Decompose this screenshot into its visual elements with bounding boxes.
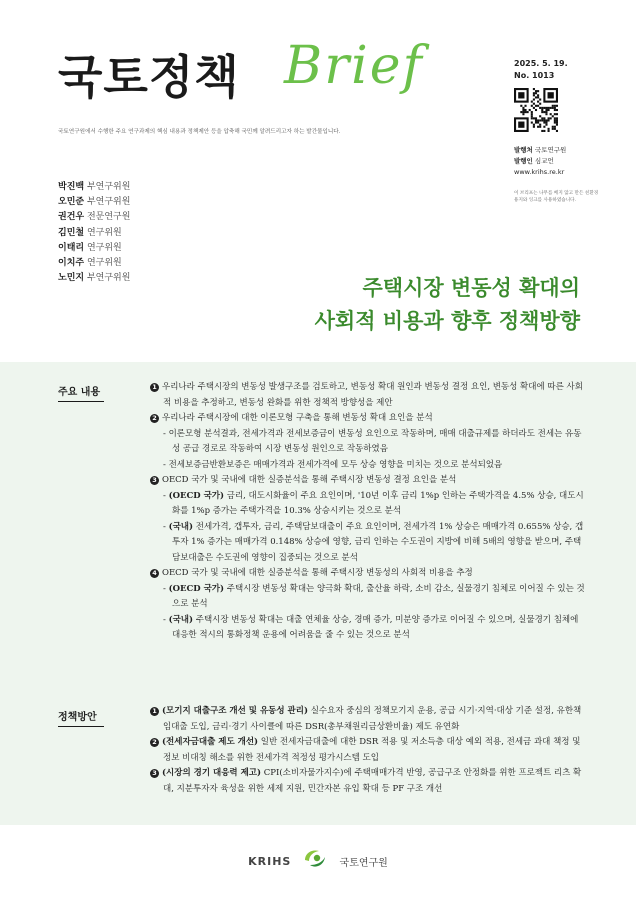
- summary-item: [150, 411, 588, 427]
- issuer-line: [514, 145, 566, 156]
- summary-label: 주요 내용: [58, 383, 104, 402]
- title-line-2: 사회적 비용과 향후 정책방향: [314, 309, 580, 333]
- summary-sub-item: - 전세보증금반환보증은 매매가격과 전세가격에 모두 상승 영향을 미치는 것으로 분석되었음: [163, 459, 503, 470]
- krihs-logo-icon: [302, 848, 328, 874]
- summary-sub-item: - 이론모형 분석결과, 전세가격과 전세보증금이 변동성 요인으로 작동하며, 매매 대출규제를 하더라도 전세는 유동성 공급 경로로 작동하여 시장 변동성 원인으로 작동하였음: [163, 428, 582, 454]
- policy-label: 정책방안: [58, 708, 104, 727]
- summary-item: [150, 566, 588, 582]
- author-role: 부연구위원: [86, 273, 131, 284]
- item-number-badge: 1: [150, 707, 159, 716]
- policy-item: [150, 735, 588, 766]
- sub-item-text: 주택시장 변동성 확대는 대출 연체율 상승, 경매 증가, 미분양 증가로 이어질 수 있으며, 실물경기 침체에 대응한 적시의 통화정책 운용에 어려움을 줄 수 있는 것으로 분석: [172, 614, 579, 640]
- author-name: 오민준: [58, 197, 85, 208]
- policy-item-lead: (시장의 경기 대응력 제고): [162, 768, 262, 778]
- author-row: [58, 195, 130, 210]
- sub-item-text: 이론모형 분석결과, 전세가격과 전세보증금이 변동성 요인으로 작동하며, 매매 대출규제를 하더라도 전세는 유동성 공급 경로로 작동하여 시장 변동성 원인으로 작동하였음: [168, 428, 582, 454]
- sub-item-lead: (국내): [168, 521, 194, 532]
- policy-content: [150, 704, 588, 797]
- author-name: 권건우: [58, 212, 85, 223]
- author-row: [58, 241, 130, 256]
- policy-item-text: 일반 전세자금대출에 대한 DSR 적용 및 저소득층 대상 예외 적용, 전세금 과대 책정 및 정보 비대칭 해소를 위한 전세가격 적정성 평가시스템 도입: [163, 737, 581, 763]
- sub-item-text: 주택시장 변동성 확대는 양극화 확대, 출산율 하락, 소비 감소, 실물경기 침체로 이어질 수 있는 것으로 분석: [172, 583, 585, 609]
- author-row: [58, 180, 130, 195]
- sub-item-lead: (OECD 국가): [168, 490, 225, 501]
- author-row: [58, 210, 130, 225]
- author-name: 이치주: [58, 258, 85, 269]
- author-role: 연구위원: [86, 242, 122, 253]
- website-link[interactable]: www.krihs.re.kr: [514, 168, 565, 176]
- sub-item-text: 전세보증금반환보증은 매매가격과 전세가격에 모두 상승 영향을 미치는 것으로 분석되었음: [168, 459, 503, 470]
- policy-item: [150, 704, 588, 735]
- summary-item-text: OECD 국가 및 국내에 대한 실증분석을 통해 주택시장 변동성 결정 요인을 분석: [162, 475, 457, 485]
- summary-sub-item: - (OECD 국가) 금리, 대도시화율이 주요 요인이며, '10년 이후 금리 1%p 인하는 주택가격을 4.5% 상승, 대도시화를 1%p 증가는 주택가격을 10.3% 상승시키는 것으로 분석: [163, 490, 584, 516]
- logo-korean: 국토정책: [58, 50, 240, 104]
- item-number-badge: 2: [150, 414, 159, 423]
- policy-item-text: 실수요자 중심의 정책모기지 운용, 공급 시기·지역·대상 기준 설정, 유한책임대출 도입, 금리·경기 사이클에 따른 DSR(총부채원리금상환비율) 제도 유연화: [163, 706, 582, 732]
- summary-item: [150, 473, 588, 489]
- policy-item-lead: (전세자금대출 제도 개선): [162, 737, 259, 747]
- title-line-1: 주택시장 변동성 확대의: [362, 276, 580, 300]
- author-role: 연구위원: [86, 227, 122, 238]
- author-name: 이태리: [58, 242, 85, 253]
- issuer: 국토연구원: [534, 146, 567, 154]
- item-number-badge: 3: [150, 476, 159, 485]
- authors-list: [58, 180, 130, 286]
- summary-sub-item: - (국내) 주택시장 변동성 확대는 대출 연체율 상승, 경매 증가, 미분양 증가로 이어질 수 있으며, 실물경기 침체에 대응한 적시의 통화정책 운용에 어려움을 줄 수 있는 것으로 분석: [163, 614, 579, 640]
- issuer-label: 발행처: [514, 146, 533, 154]
- author-row: [58, 256, 130, 271]
- krihs-wordmark: KRIHS: [248, 854, 292, 868]
- footer-org-name: 국토연구원: [339, 857, 388, 869]
- summary-item-text: 우리나라 주택시장의 변동성 발생구조를 검토하고, 변동성 확대 원인과 변동성 결정 요인, 변동성 확대에 따른 사회적 비용을 추정하고, 변동성 완화를 위한 정책적 방향성을 제안: [162, 382, 583, 408]
- issue-date: 2025. 5. 19.: [514, 59, 568, 68]
- policy-item-lead: (모기지 대출구조 개선 및 유동성 관리): [162, 706, 309, 716]
- author-name: 노민지: [58, 273, 85, 284]
- author-row: [58, 271, 130, 286]
- logo-brief: Brief: [284, 36, 424, 96]
- summary-sub-item: - (국내) 전세가격, 갭투자, 금리, 주택담보대출이 주요 요인이며, 전세가격 1% 상승은 매매가격 0.655% 상승, 갭투자 1% 증가는 매매가격 0.148% 상승에 영향, 금리 인하는 수도권이 지방에 비해 5배의 영향을 받으며, 주택담보대출은 수도권에 영향이 집중되는 것으로 분석: [163, 521, 584, 563]
- summary-item-text: 우리나라 주택시장에 대한 이론모형 구축을 통해 변동성 확대 요인을 분석: [162, 413, 433, 423]
- summary-sub-item: - (OECD 국가) 주택시장 변동성 확대는 양극화 확대, 출산율 하락, 소비 감소, 실물경기 침체로 이어질 수 있는 것으로 분석: [163, 583, 585, 609]
- summary-item-text: OECD 국가 및 국내에 대한 실증분석을 통해 주택시장 변동성의 사회적 비용을 추정: [162, 568, 473, 578]
- item-number-badge: 1: [150, 383, 159, 392]
- issue-info: [514, 58, 568, 82]
- policy-item-text: CPI(소비자물가지수)에 주택매매가격 반영, 공급구조 안정화를 위한 프로젝트 리츠 확대, 지분투자자 육성을 위한 세제 지원, 민간자본 유입 확대 등 PF 구조 개선: [163, 768, 582, 794]
- author-name: 박진백: [58, 182, 85, 192]
- sub-item-lead: (국내): [168, 614, 194, 625]
- author-role: 전문연구원: [86, 212, 131, 223]
- policy-item: [150, 766, 588, 797]
- author-name: 김민철: [58, 227, 85, 238]
- eco-note: 이 브리프는 나무를 베지 않고 만든 친환경 용지와 잉크를 사용하였습니다.: [514, 191, 599, 203]
- issue-number: No. 1013: [514, 71, 555, 80]
- sub-item-text: 전세가격, 갭투자, 금리, 주택담보대출이 주요 요인이며, 전세가격 1% 상승은 매매가격 0.655% 상승, 갭투자 1% 증가는 매매가격 0.148% 상승에 영향, 금리 인하는 수도권이 지방에 비해 5배의 영향을 받으며, 주택담보대출은 수도권에 영향이 집중되는 것으로 분석: [172, 521, 584, 563]
- sub-item-lead: (OECD 국가): [168, 583, 225, 594]
- publication-description: 국토연구원에서 수행한 주요 연구과제의 핵심 내용과 정책제안 등을 압축해 국민께 알려드리고자 하는 발간물입니다.: [58, 129, 341, 135]
- item-number-badge: 4: [150, 569, 159, 578]
- summary-item: [150, 380, 588, 411]
- summary-content: [150, 380, 588, 644]
- publisher-label: 발행인: [514, 157, 533, 165]
- author-role: 연구위원: [86, 258, 122, 269]
- page-title: [315, 272, 580, 338]
- qr-code-icon[interactable]: [514, 88, 558, 132]
- item-number-badge: 3: [150, 769, 159, 778]
- item-number-badge: 2: [150, 738, 159, 747]
- publisher-name: 심교언: [534, 157, 554, 165]
- sub-item-text: 금리, 대도시화율이 주요 요인이며, '10년 이후 금리 1%p 인하는 주택가격을 4.5% 상승, 대도시화를 1%p 증가는 주택가격을 10.3% 상승시키는 것으로 분석: [172, 490, 584, 516]
- author-row: [58, 226, 130, 241]
- author-role: 부연구위원: [86, 182, 131, 192]
- footer: [0, 848, 636, 874]
- author-role: 부연구위원: [86, 197, 131, 208]
- publisher-info: [514, 145, 566, 178]
- publisher-line: [514, 156, 566, 167]
